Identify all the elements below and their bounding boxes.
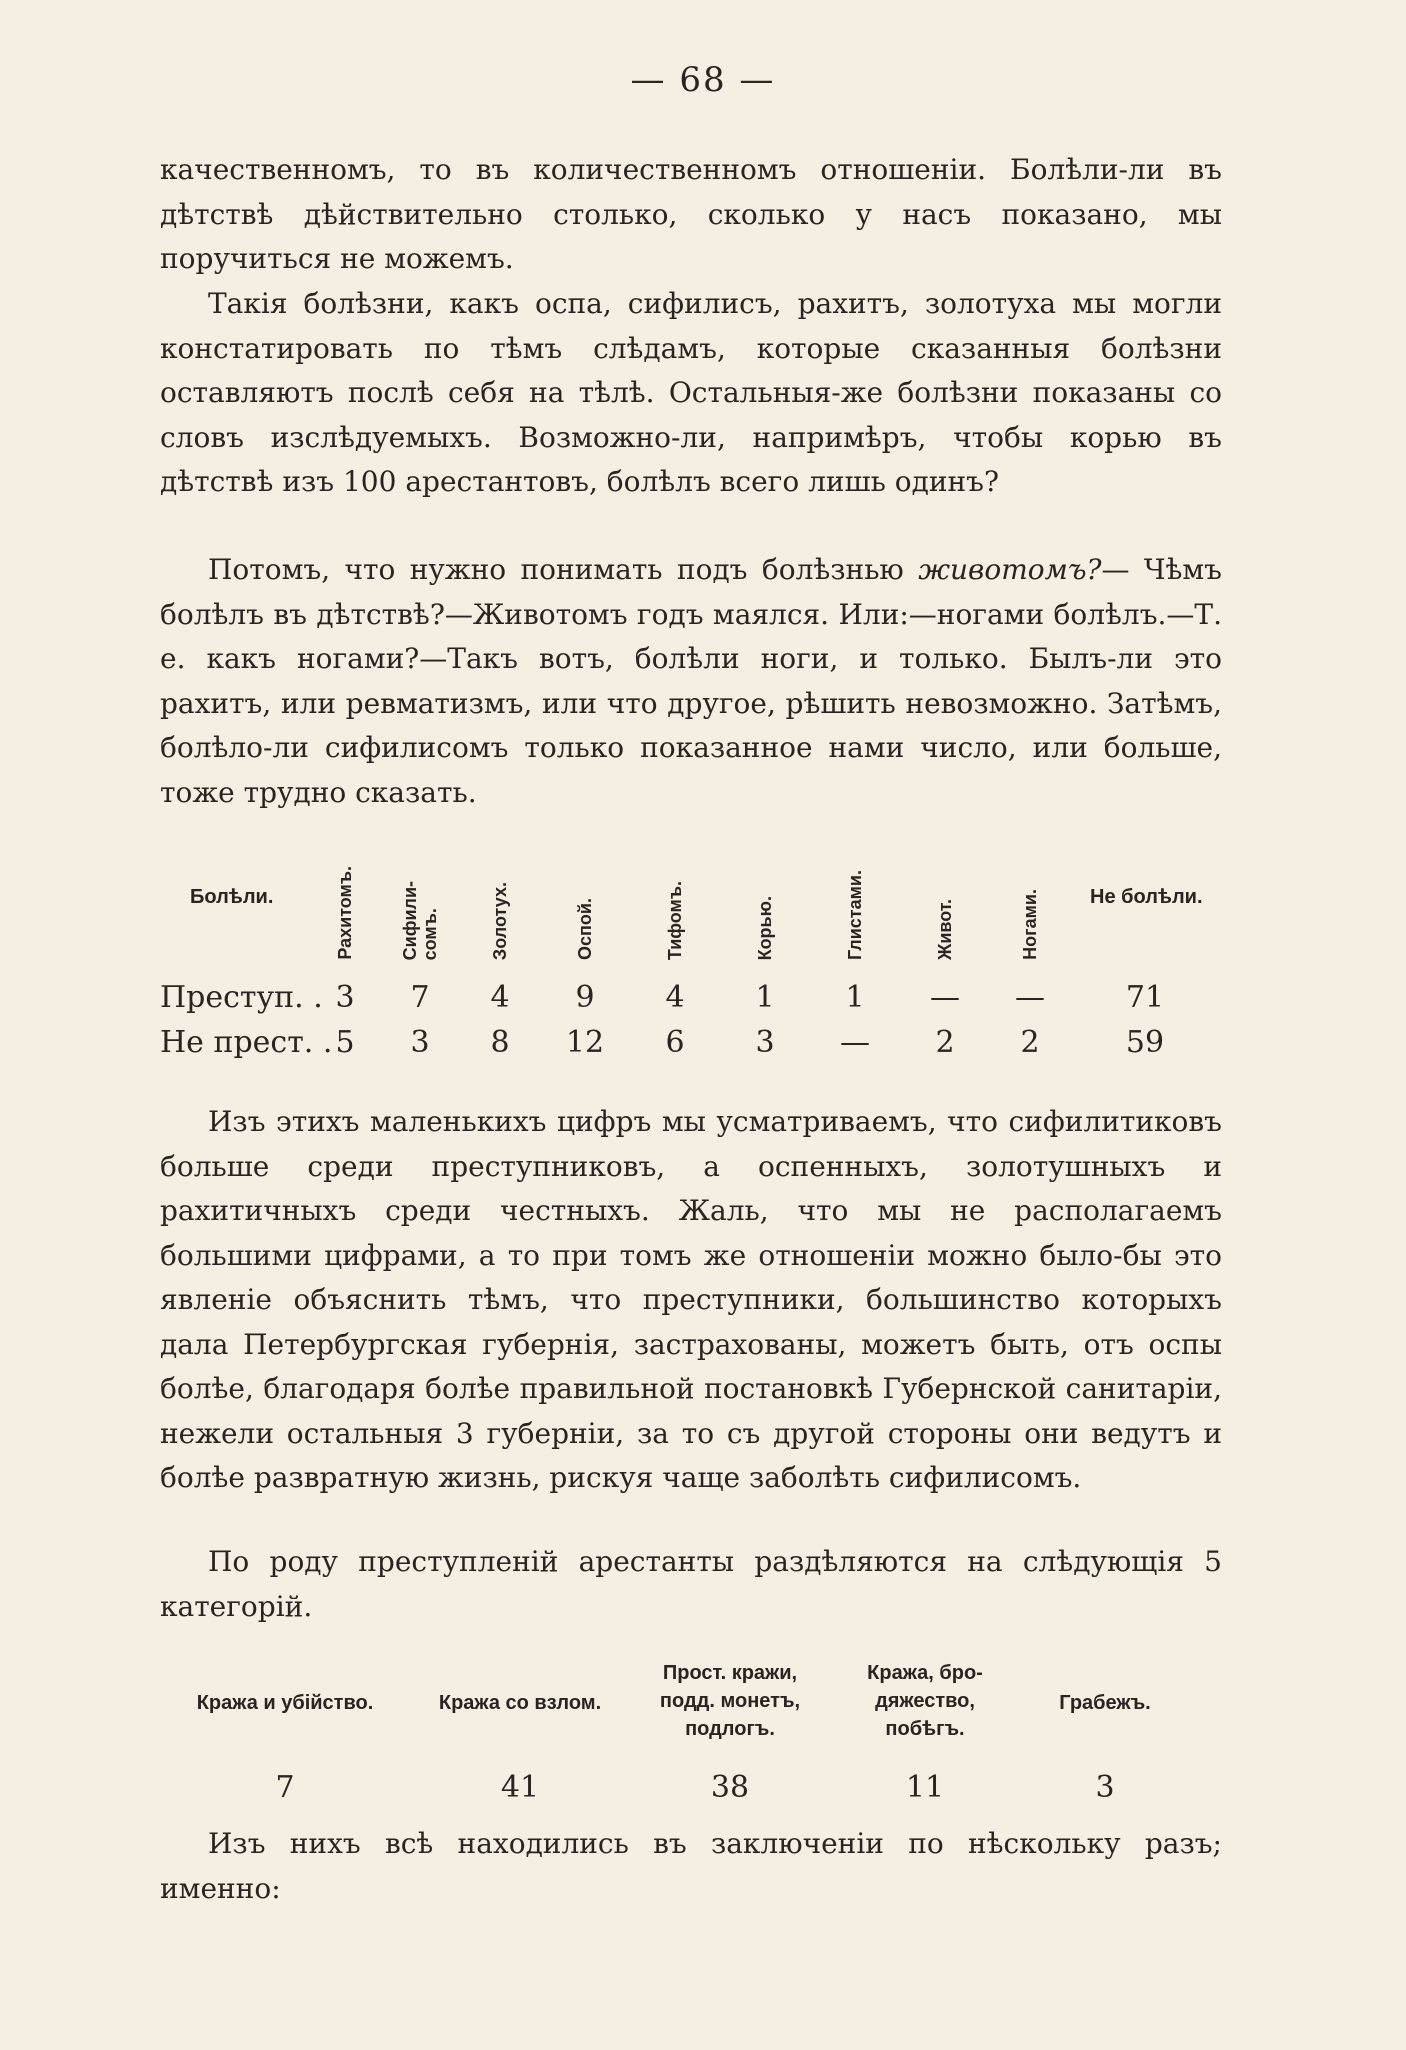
- column-header: Корью.: [755, 895, 775, 960]
- table-cell: 41: [500, 1770, 540, 1805]
- paragraph-2: [160, 282, 1222, 505]
- column-header: Глистами.: [845, 869, 865, 960]
- table-cell: 71: [1125, 980, 1165, 1015]
- table-cell: 6: [665, 1025, 685, 1060]
- column-header: Живот.: [935, 899, 955, 960]
- table-cell: 59: [1125, 1025, 1165, 1060]
- paragraph-3-text-b: — Чѣмъ болѣлъ въ дѣтствѣ?—Животомъ годъ маялся. Или:—ногами болѣлъ.—Т. е. какъ ногами?—Такъ вотъ, болѣли ноги, и только. Былъ-ли это рахитъ, или ревматизмъ, или что другое, рѣшить невозможно. Затѣмъ, болѣло-ли сифилисомъ только показанное нами число, или больше, тоже трудно сказать.: [160, 553, 1222, 809]
- paragraph-6-text: Изъ нихъ всѣ находились въ заключенiи по нѣскольку разъ; именно:: [160, 1827, 1222, 1905]
- table-cell: 3: [1095, 1770, 1115, 1805]
- table-cell: 1: [755, 980, 775, 1015]
- column-header: Прост. кражи, подд. монетъ, подлогъ.: [659, 1662, 801, 1740]
- column-header: Ногами.: [1020, 889, 1040, 960]
- column-header: Золотух.: [490, 881, 510, 960]
- table-cell: 7: [275, 1770, 295, 1805]
- column-header: Рахитомъ.: [335, 866, 355, 960]
- paragraph-5-text: По роду преступленiй арестанты раздѣляются на слѣдующiя 5 категорiй.: [160, 1545, 1222, 1623]
- table-cell: 2: [935, 1025, 955, 1060]
- table-cell: 3: [755, 1025, 775, 1060]
- table-cell: 3: [410, 1025, 430, 1060]
- paragraph-2-text: Такiя болѣзни, какъ оспа, сифилисъ, рахитъ, золотуха мы могли констатировать по тѣмъ слѣдамъ, которые сказанныя болѣзни оставляютъ послѣ себя на тѣлѣ. Остальныя-же болѣзни показаны со словъ изслѣдуемыхъ. Возможно-ли, напримѣръ, чтобы корью въ дѣтствѣ изъ 100 арестантовъ, болѣлъ всего лишь одинъ?: [160, 287, 1222, 498]
- table-cell: 12: [565, 1025, 605, 1060]
- page-number: — 68 —: [630, 60, 776, 100]
- paragraph-4-text: Изъ этихъ маленькихъ цифръ мы усматриваемъ, что сифилитиковъ больше среди преступниковъ, а оспенныхъ, золотушныхъ и рахитичныхъ среди честныхъ. Жаль, что мы не располагаемъ большими цифрами, а то при томъ же отношенiи можно было-бы это явленiе объяснить тѣмъ, что преступники, большинство которыхъ дала Петербургская губернiя, застрахованы, можетъ быть, отъ оспы болѣе, благодаря болѣе правильной постановкѣ Губернской санитарiи, нежели остальныя 3 губернiи, за то съ другой стороны они ведутъ и болѣе развратную жизнь, рискуя чаще заболѣть сифилисомъ.: [160, 1105, 1222, 1494]
- table-cell: 3: [335, 980, 355, 1015]
- column-header: Сифили- сомъ.: [400, 880, 440, 960]
- table-cell: 9: [575, 980, 595, 1015]
- paragraph-1: качественномъ, то въ количественномъ отношенiи. Болѣли-ли въ дѣтствѣ дѣйствительно столько, сколько у насъ показано, мы поручиться не можемъ.: [160, 153, 1222, 275]
- table-cell: 8: [490, 1025, 510, 1060]
- crime-category-table: [160, 1645, 1222, 1815]
- paragraph-4: [160, 1100, 1222, 1501]
- column-header: Кража и убiйство.: [196, 1692, 374, 1714]
- table-cell: 1: [845, 980, 865, 1015]
- column-header: Не болѣли.: [1090, 886, 1203, 908]
- table-row-header: Болѣли.: [190, 886, 274, 908]
- column-header: Тифомъ.: [665, 880, 685, 960]
- table-cell: —: [930, 980, 960, 1015]
- paragraph-5: [160, 1540, 1222, 1629]
- paragraph-6: [160, 1822, 1222, 1911]
- paragraph-3: [160, 548, 1222, 815]
- row-label: Преступ. .: [160, 980, 323, 1015]
- column-header: Оспой.: [575, 898, 595, 960]
- column-header: Грабежъ.: [1059, 1692, 1151, 1714]
- illness-table: [160, 830, 1222, 1060]
- table-cell: 7: [410, 980, 430, 1015]
- paragraph-3-emphasis: животомъ?: [918, 553, 1102, 586]
- table-cell: 2: [1020, 1025, 1040, 1060]
- table-cell: 5: [335, 1025, 355, 1060]
- column-header: Кража, бро- дяжество, побѣгъ.: [867, 1662, 983, 1740]
- table-cell: 11: [905, 1770, 945, 1805]
- table-cell: 4: [490, 980, 510, 1015]
- table-cell: —: [1015, 980, 1045, 1015]
- table-cell: 38: [710, 1770, 750, 1805]
- table-cell: 4: [665, 980, 685, 1015]
- column-header: Кража со взлом.: [438, 1692, 602, 1714]
- paragraph-3-text-a: Потомъ, что нужно понимать подъ болѣзнью: [208, 553, 919, 586]
- row-label: Не прест. .: [160, 1025, 333, 1060]
- table-cell: —: [840, 1025, 870, 1060]
